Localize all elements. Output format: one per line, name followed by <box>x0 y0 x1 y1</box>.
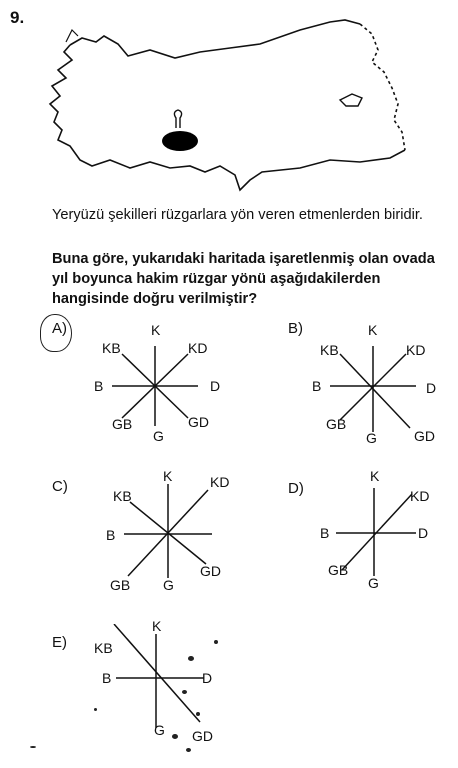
scan-speck <box>196 712 200 716</box>
option-a-KB: KB <box>102 340 121 356</box>
question-intro: Yeryüzü şekilleri rüzgarlara yön veren etmenlerden biridir. <box>52 207 423 223</box>
option-a-G: G <box>153 428 164 444</box>
option-b-D: D <box>426 380 437 396</box>
option-c-KD: KD <box>210 474 230 490</box>
plain-marker <box>162 131 198 151</box>
option-e-KB: KB <box>94 640 113 656</box>
option-d-letter[interactable]: D) <box>288 480 304 497</box>
option-d-K: K <box>370 468 380 484</box>
option-c-GB: GB <box>110 577 131 593</box>
option-d-GB: GB <box>328 562 349 578</box>
map-border-east <box>360 24 405 150</box>
option-d-KD: KD <box>410 488 430 504</box>
option-a-rose[interactable] <box>112 346 198 426</box>
option-e-GD: GD <box>192 728 213 744</box>
option-b-B: B <box>312 378 322 394</box>
option-a-letter[interactable]: A) <box>52 320 67 337</box>
option-c-letter[interactable]: C) <box>52 478 68 495</box>
option-c-KB: KB <box>113 488 132 504</box>
option-b-KD: KD <box>406 342 426 358</box>
option-e-K: K <box>152 618 162 634</box>
option-c-GD: GD <box>200 563 221 579</box>
scan-speck <box>186 748 191 752</box>
turkey-map <box>0 0 458 200</box>
option-d-D: D <box>418 525 429 541</box>
option-a-GB: GB <box>112 416 133 432</box>
scan-speck <box>94 708 97 711</box>
option-c-G: G <box>163 577 174 593</box>
option-a-GD: GD <box>188 414 209 430</box>
mountain-symbol <box>174 110 181 128</box>
option-b-GD: GD <box>414 428 435 444</box>
option-c-rose[interactable] <box>124 484 212 578</box>
option-e-letter[interactable]: E) <box>52 634 67 651</box>
option-b-letter[interactable]: B) <box>288 320 303 337</box>
scan-speck <box>182 690 187 694</box>
option-c-B: B <box>106 527 116 543</box>
option-e-B: B <box>102 670 112 686</box>
option-b-G: G <box>366 430 377 446</box>
option-a-B: B <box>94 378 104 394</box>
question-prompt: Buna göre, yukarıdaki haritada işaretlenmiş olan ovada yıl boyunca hakim rüzgar yönü aşağıdakilerden hangisinde doğru verilmiştir? <box>52 251 435 307</box>
option-e-G: G <box>154 722 165 738</box>
option-d-G: G <box>368 575 379 591</box>
option-a-KD: KD <box>188 340 208 356</box>
scan-speck <box>188 656 194 661</box>
option-c-K: K <box>163 468 173 484</box>
scan-speck <box>214 640 218 644</box>
map-outline-west <box>70 20 360 58</box>
option-a-K: K <box>151 322 161 338</box>
option-b-KB: KB <box>320 342 339 358</box>
option-d-B: B <box>320 525 330 541</box>
map-outline-coast <box>50 45 405 190</box>
option-a-D: D <box>210 378 221 394</box>
option-b-GB: GB <box>326 416 347 432</box>
option-e-D: D <box>202 670 213 686</box>
question-number: 9. <box>10 8 25 27</box>
scan-speck <box>172 734 178 739</box>
option-b-K: K <box>368 322 378 338</box>
thrace-outline <box>66 30 78 42</box>
scan-speck <box>30 746 36 748</box>
option-e-rose[interactable] <box>108 624 204 728</box>
lake-van <box>340 94 362 106</box>
